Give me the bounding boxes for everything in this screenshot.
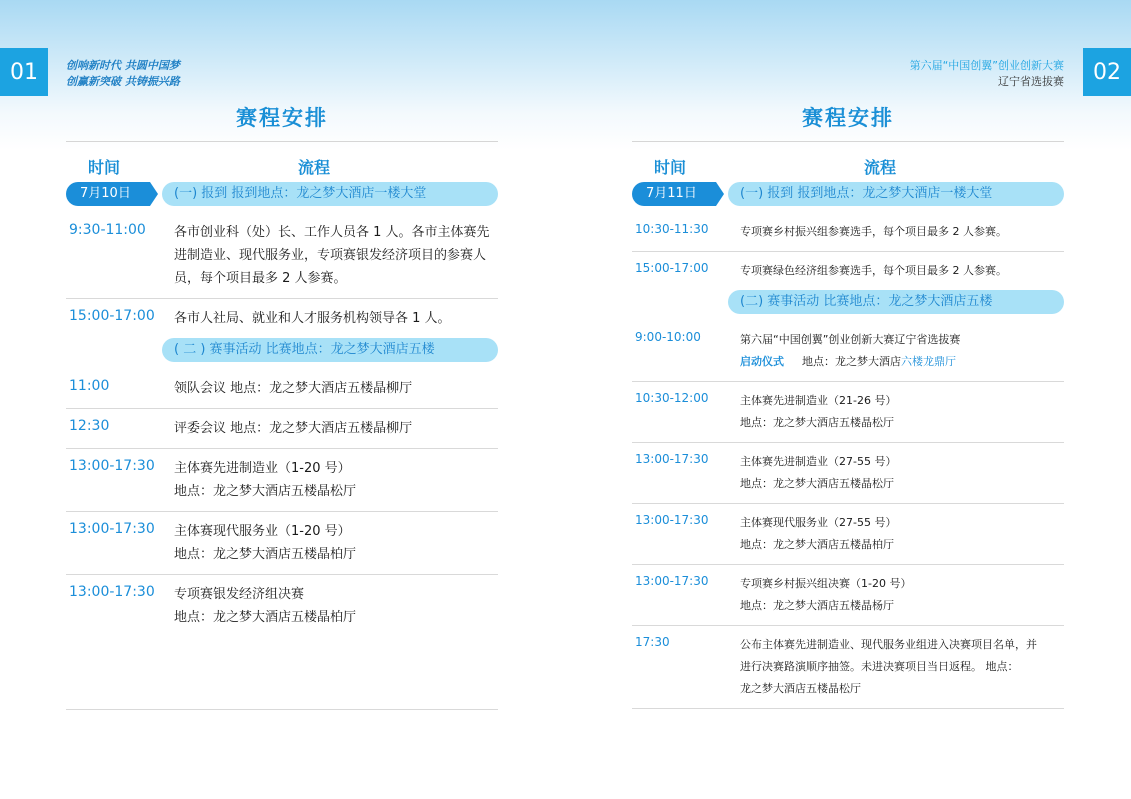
schedule-panel-right xyxy=(632,100,1064,709)
row-location: 地点：龙之梦大酒店五楼晶松厅 xyxy=(174,484,357,499)
location-highlight: 六楼龙鼎厅 xyxy=(901,355,956,368)
row-time: 13:00-17:30 xyxy=(635,452,709,466)
divider xyxy=(66,709,498,710)
row-text xyxy=(174,369,498,408)
row-time: 13:00-17:30 xyxy=(69,521,155,537)
schedule-row xyxy=(632,321,1064,382)
slogan xyxy=(66,58,180,90)
event-title: 第六届“中国创翼”创业创新大赛 xyxy=(909,59,1064,72)
schedule-row xyxy=(66,213,498,299)
row-location: 龙之梦大酒店五楼晶松厅 xyxy=(740,682,861,695)
row-location: 地点：龙之梦大酒店五楼晶杨厅 xyxy=(740,599,894,612)
column-header-time: 时间 xyxy=(88,158,121,177)
ceremony-label: 启动仪式 xyxy=(740,355,784,368)
row-line: 主体赛先进制造业（1-20 号） xyxy=(174,461,351,476)
row-time: 13:00-17:30 xyxy=(635,574,709,588)
schedule-row xyxy=(632,626,1064,709)
schedule-row xyxy=(632,565,1064,626)
schedule-row xyxy=(632,213,1064,252)
row-text xyxy=(740,565,1064,625)
date-tag: 7月11日 xyxy=(632,182,716,206)
schedule-row xyxy=(66,369,498,409)
row-location: 地点：龙之梦大酒店五楼晶柏厅 xyxy=(174,547,357,562)
column-header-time: 时间 xyxy=(654,158,687,177)
page-title: 赛程安排 xyxy=(802,106,894,130)
row-time: 10:30-11:30 xyxy=(635,222,709,236)
schedule-row xyxy=(66,449,498,512)
row-time: 13:00-17:30 xyxy=(635,513,709,527)
row-text xyxy=(740,382,1064,442)
row-time: 12:30 xyxy=(69,418,110,434)
row-text xyxy=(740,443,1064,503)
row-time: 15:00-17:00 xyxy=(635,261,709,275)
page-number-left: 01 xyxy=(0,48,48,96)
row-line: 主体赛先进制造业（27-55 号） xyxy=(740,455,897,468)
row-text xyxy=(174,409,498,448)
row-line: 主体赛现代服务业（1-20 号） xyxy=(174,524,351,539)
row-text xyxy=(174,449,498,511)
row-location: 地点：龙之梦大酒店五楼晶松厅 xyxy=(740,416,894,429)
row-text xyxy=(174,512,498,574)
column-headers xyxy=(66,142,498,182)
schedule-row xyxy=(66,299,498,338)
row-text: 各市人社局、就业和人才服务机构领导各 1 人。 xyxy=(174,311,451,326)
section-header xyxy=(66,182,498,207)
row-time: 9:30-11:00 xyxy=(69,222,146,238)
row-line: 主体赛现代服务业（27-55 号） xyxy=(740,516,897,529)
schedule-panel-left xyxy=(66,100,498,710)
event-header xyxy=(910,58,1064,90)
date-tag: 7月10日 xyxy=(66,182,150,206)
page-number-right: 02 xyxy=(1083,48,1131,96)
schedule-row xyxy=(66,512,498,575)
slogan-line: 创响新时代 共圆中国梦 xyxy=(66,59,180,72)
section-header xyxy=(632,290,1064,315)
row-line: 第六届“中国创翼”创业创新大赛辽宁省选拔赛 xyxy=(740,333,961,346)
schedule-row xyxy=(66,409,498,449)
row-line: 专项赛银发经济组决赛 xyxy=(174,587,305,602)
schedule-row xyxy=(632,382,1064,443)
row-location xyxy=(740,351,1060,373)
schedule-row xyxy=(632,443,1064,504)
row-time: 13:00-17:30 xyxy=(69,584,155,600)
row-line: 主体赛先进制造业（21-26 号） xyxy=(740,394,897,407)
row-location: 地点：龙之梦大酒店五楼晶柏厅 xyxy=(174,610,357,625)
row-text: 各市创业科（处）长、工作人员各 1 人。各市主体赛先进制造业、现代服务业，专项赛银发经济项目的参赛人员，每个项目最多 2 人参赛。 xyxy=(174,225,490,286)
row-time: 10:30-12:00 xyxy=(635,391,709,405)
schedule-row xyxy=(632,504,1064,565)
row-time: 13:00-17:30 xyxy=(69,458,155,474)
row-text: 专项赛绿色经济组参赛选手，每个项目最多 2 人参赛。 xyxy=(740,264,1007,277)
schedule-row xyxy=(66,575,498,709)
section-header xyxy=(632,182,1064,207)
row-time: 15:00-17:00 xyxy=(69,308,155,324)
row-text: 专项赛乡村振兴组参赛选手，每个项目最多 2 人参赛。 xyxy=(740,225,1007,238)
section-title: ( 二 ) 赛事活动 比赛地点：龙之梦大酒店五楼 xyxy=(162,338,498,362)
page-title: 赛程安排 xyxy=(236,106,328,130)
row-time: 17:30 xyxy=(635,635,670,649)
event-subtitle: 辽宁省选拔赛 xyxy=(998,75,1064,88)
row-line: 评委会议 地点：龙之梦大酒店五楼晶柳厅 xyxy=(174,421,413,436)
section-title: (二) 赛事活动 比赛地点：龙之梦大酒店五楼 xyxy=(728,290,1064,314)
slogan-line: 创赢新突破 共铸振兴路 xyxy=(66,75,180,88)
schedule-row xyxy=(632,252,1064,290)
row-text xyxy=(174,575,498,709)
section-title: (一) 报到 报到地点：龙之梦大酒店一楼大堂 xyxy=(162,182,498,206)
row-line: 领队会议 地点：龙之梦大酒店五楼晶柳厅 xyxy=(174,381,413,396)
row-text xyxy=(740,626,1064,708)
column-header-flow: 流程 xyxy=(864,158,897,177)
section-header xyxy=(66,338,498,363)
row-location: 地点：龙之梦大酒店五楼晶柏厅 xyxy=(740,538,894,551)
row-text xyxy=(740,504,1064,564)
location-text: 地点：龙之梦大酒店 xyxy=(802,355,901,368)
row-line: 进行决赛路演顺序抽签。未进决赛项目当日返程。 地点： xyxy=(740,660,1019,673)
section-title: (一) 报到 报到地点：龙之梦大酒店一楼大堂 xyxy=(728,182,1064,206)
row-line: 公布主体赛先进制造业、现代服务业组进入决赛项目名单，并 xyxy=(740,638,1037,651)
column-headers xyxy=(632,142,1064,182)
column-header-flow: 流程 xyxy=(298,158,331,177)
row-text xyxy=(740,321,1064,381)
row-time: 9:00-10:00 xyxy=(635,330,701,344)
row-time: 11:00 xyxy=(69,378,110,394)
row-line: 专项赛乡村振兴组决赛（1-20 号） xyxy=(740,577,912,590)
row-location: 地点：龙之梦大酒店五楼晶松厅 xyxy=(740,477,894,490)
